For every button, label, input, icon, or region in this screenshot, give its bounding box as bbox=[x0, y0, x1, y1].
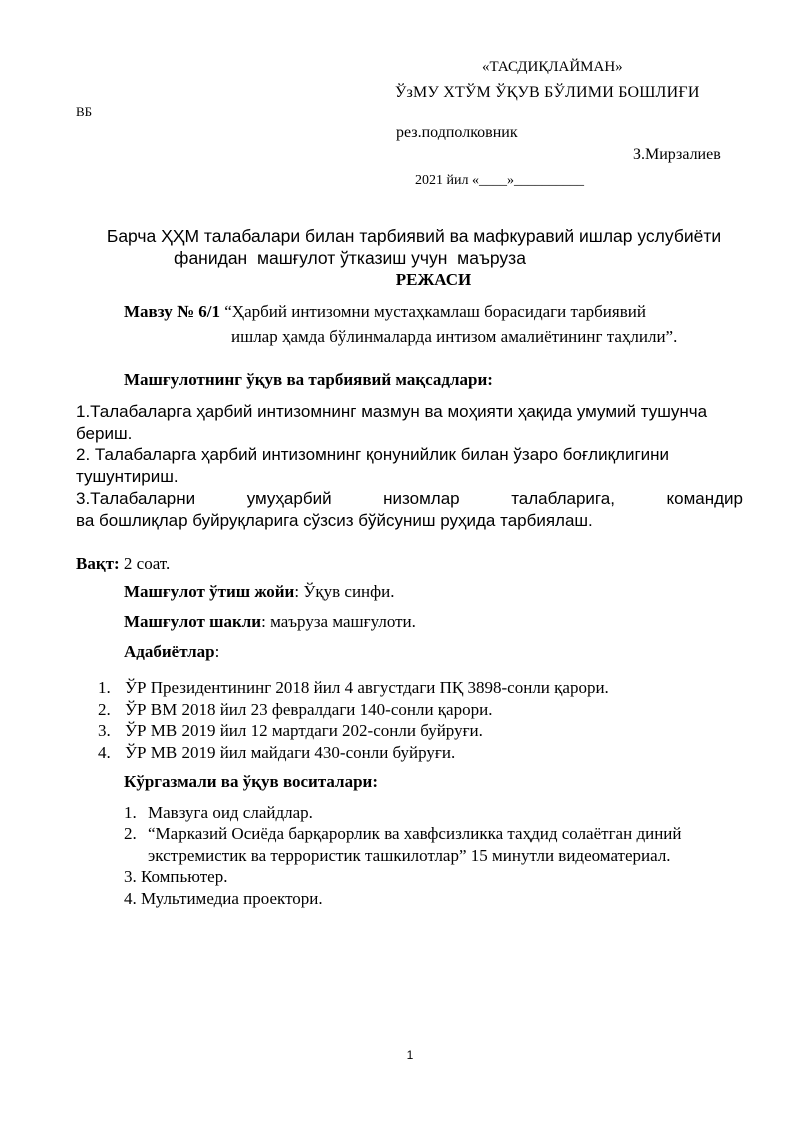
document-title-plan: РЕЖАСИ bbox=[395, 270, 472, 289]
literature-text: ЎР МВ 2019 йил майдаги 430-сонли буйруғи. bbox=[125, 743, 456, 762]
goal-word: 3.Талабаларни bbox=[76, 489, 196, 508]
approval-rank: рез.подполковник bbox=[396, 124, 518, 141]
visual-aid-text: Компьютер. bbox=[136, 867, 228, 886]
literature-heading: Адабиётлар bbox=[124, 642, 215, 661]
visual-aid-text: Мультимедиа проектори. bbox=[136, 889, 323, 908]
goal-line: бериш. bbox=[76, 424, 133, 443]
literature-item bbox=[98, 700, 492, 720]
visual-aid-text: Мавзуга оид слайдлар. bbox=[148, 803, 313, 822]
list-number: 2. bbox=[124, 824, 137, 843]
goal-word: низомлар bbox=[383, 489, 460, 508]
form-value: : маъруза машғулоти. bbox=[261, 612, 416, 631]
literature-item bbox=[98, 743, 455, 763]
literature-heading-row bbox=[124, 642, 219, 662]
place-row bbox=[124, 582, 395, 602]
literature-text: ЎР ВМ 2018 йил 23 февралдаги 140-сонли қарори. bbox=[125, 700, 493, 719]
list-number: 3. bbox=[98, 721, 111, 740]
goal-line: 2. Талабаларга ҳарбий интизомнинг қонунийлик билан ўзаро боғлиқлигини bbox=[76, 445, 670, 464]
approval-side-label: ВБ bbox=[76, 104, 93, 119]
list-number: 4. bbox=[124, 889, 137, 908]
goal-word: умуҳарбий bbox=[246, 489, 332, 508]
literature-text: ЎР МВ 2019 йил 12 мартдаги 202-сонли буйруғи. bbox=[125, 721, 483, 740]
visual-aid-item bbox=[124, 889, 323, 909]
page-number: 1 bbox=[406, 1048, 414, 1062]
visual-aid-item bbox=[124, 803, 313, 823]
visual-aids-heading: Кўргазмали ва ўқув воситалари: bbox=[124, 772, 379, 791]
list-number: 3. bbox=[124, 867, 137, 886]
list-number: 2. bbox=[98, 700, 111, 719]
list-number: 4. bbox=[98, 743, 111, 762]
form-label: Машғулот шакли bbox=[124, 612, 262, 631]
literature-item bbox=[98, 678, 609, 698]
goal-line-justified bbox=[76, 489, 743, 509]
approval-title: «ТАСДИҚЛАЙМАН» bbox=[482, 59, 623, 75]
literature-colon: : bbox=[214, 642, 220, 661]
topic-text-line2: ишлар ҳамда бўлинмаларда интизом амалиётининг таҳлили”. bbox=[231, 327, 678, 346]
goal-line: ва бошлиқлар буйруқларига сўзсиз бўйсуниш руҳида тарбиялаш. bbox=[76, 511, 593, 530]
document-title-line1: Барча ҲҲМ талабалари билан тарбиявий ва мафкуравий ишлар услубиёти bbox=[106, 226, 722, 246]
visual-aid-item bbox=[124, 824, 681, 844]
approval-date-line: 2021 йил «____»__________ bbox=[415, 173, 584, 188]
place-label: Машғулот ўтиш жойи bbox=[124, 582, 295, 601]
topic-label: Мавзу № 6/1 bbox=[124, 302, 221, 321]
approval-name: З.Мирзалиев bbox=[633, 146, 721, 163]
goal-line: тушунтириш. bbox=[76, 467, 179, 486]
goal-word: талабларига, bbox=[511, 489, 615, 508]
goal-line: 1.Талабаларга ҳарбий интизомнинг мазмун ва моҳияти ҳақида умумий тушунча bbox=[76, 402, 708, 421]
approval-position: ЎзМУ ХТЎМ ЎҚУВ БЎЛИМИ БОШЛИҒИ bbox=[395, 84, 700, 101]
list-number: 1. bbox=[124, 803, 137, 822]
topic-text-line1: “Ҳарбий интизомни мустаҳкамлаш борасидаги тарбиявий bbox=[220, 302, 646, 321]
goal-word: командир bbox=[666, 489, 743, 508]
document-title-line2: фанидан машғулот ўтказиш учун маъруза bbox=[174, 248, 526, 268]
literature-item bbox=[98, 721, 483, 741]
topic-line1 bbox=[124, 302, 646, 322]
place-value: : Ўқув синфи. bbox=[294, 582, 395, 601]
visual-aid-text-continuation: экстремистик ва террористик ташкилотлар” 15 минутли видеоматериал. bbox=[148, 846, 671, 865]
form-row bbox=[124, 612, 416, 632]
goals-heading: Машғулотнинг ўқув ва тарбиявий мақсадлари: bbox=[124, 370, 493, 389]
time-label: Вақт: bbox=[76, 554, 120, 573]
visual-aid-text: “Марказий Осиёда барқарорлик ва хавфсизликка таҳдид солаётган диний bbox=[148, 824, 682, 843]
literature-text: ЎР Президентининг 2018 йил 4 августдаги ПҚ 3898-сонли қарори. bbox=[125, 678, 609, 697]
time-row bbox=[76, 554, 170, 574]
visual-aid-item bbox=[124, 867, 227, 887]
list-number: 1. bbox=[98, 678, 111, 697]
time-value: 2 соат. bbox=[119, 554, 171, 573]
